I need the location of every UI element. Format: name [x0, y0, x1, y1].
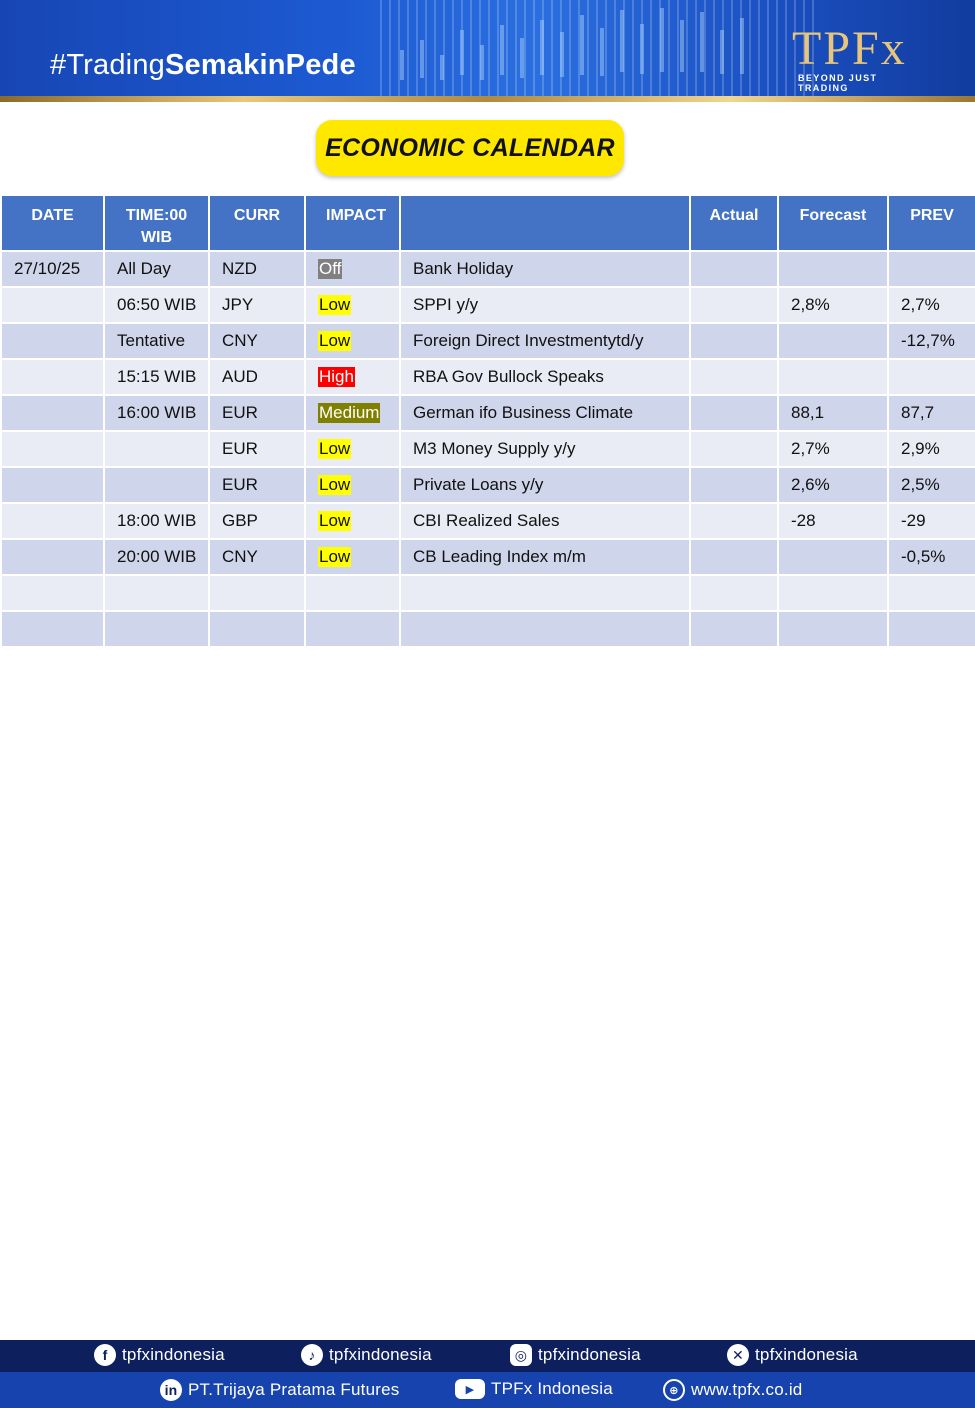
cell-impact — [305, 323, 400, 359]
tiktok-icon: ♪ — [301, 1344, 323, 1366]
facebook-icon: f — [94, 1344, 116, 1366]
cell-curr — [209, 611, 305, 647]
cell-curr: CNY — [209, 539, 305, 575]
footer-link-label: tpfxindonesia — [755, 1345, 858, 1364]
cell-prev: -29 — [888, 503, 975, 539]
table-row — [1, 359, 975, 395]
cell-prev: -0,5% — [888, 539, 975, 575]
cell-date — [1, 287, 104, 323]
cell-forecast: 2,7% — [778, 431, 888, 467]
tpfx-logo — [792, 22, 932, 93]
cell-date — [1, 359, 104, 395]
footer-link-youtube[interactable] — [455, 1379, 613, 1399]
table-row — [1, 323, 975, 359]
cell-date — [1, 323, 104, 359]
page-title: ECONOMIC CALENDAR — [325, 133, 615, 162]
cell-actual — [690, 467, 778, 503]
cell-impact — [305, 539, 400, 575]
column-header-time: TIME:00 WIB — [104, 195, 209, 251]
table-row — [1, 611, 975, 647]
cell-event — [400, 575, 690, 611]
cell-event: M3 Money Supply y/y — [400, 431, 690, 467]
cell-date — [1, 503, 104, 539]
cell-forecast: 2,8% — [778, 287, 888, 323]
cell-event: RBA Gov Bullock Speaks — [400, 359, 690, 395]
table-row — [1, 539, 975, 575]
cell-forecast: -28 — [778, 503, 888, 539]
economic-calendar-table — [0, 194, 975, 648]
footer-link-label: tpfxindonesia — [122, 1345, 225, 1364]
footer-link-tiktok[interactable] — [301, 1344, 432, 1366]
table-row — [1, 431, 975, 467]
cell-actual — [690, 539, 778, 575]
cell-event: Foreign Direct Investmentytd/y — [400, 323, 690, 359]
table-row — [1, 575, 975, 611]
impact-badge: Off — [319, 259, 342, 278]
title-badge — [316, 120, 624, 176]
cell-event — [400, 611, 690, 647]
cell-curr: JPY — [209, 287, 305, 323]
cell-actual — [690, 575, 778, 611]
cell-forecast: 2,6% — [778, 467, 888, 503]
header-banner — [0, 0, 975, 98]
cell-impact — [305, 467, 400, 503]
cell-time: Tentative — [104, 323, 209, 359]
cell-actual — [690, 431, 778, 467]
impact-badge: Low — [319, 295, 351, 314]
table-row — [1, 503, 975, 539]
logo-wordmark: TPFx — [792, 22, 907, 75]
impact-badge: Low — [319, 475, 351, 494]
logo-tagline: BEYOND JUST TRADING — [798, 73, 878, 93]
impact-badge: Low — [319, 439, 351, 458]
cell-time: All Day — [104, 251, 209, 287]
x-icon: ✕ — [727, 1344, 749, 1366]
cell-event: CBI Realized Sales — [400, 503, 690, 539]
cell-prev — [888, 611, 975, 647]
table-row — [1, 467, 975, 503]
cell-actual — [690, 251, 778, 287]
column-header-curr: CURR — [209, 195, 305, 251]
cell-forecast — [778, 251, 888, 287]
cell-actual — [690, 611, 778, 647]
cell-forecast — [778, 611, 888, 647]
table-row — [1, 251, 975, 287]
instagram-icon: ◎ — [510, 1344, 532, 1366]
cell-prev: 87,7 — [888, 395, 975, 431]
cell-date — [1, 539, 104, 575]
cell-event: German ifo Business Climate — [400, 395, 690, 431]
youtube-icon: ▶ — [455, 1379, 485, 1399]
cell-actual — [690, 287, 778, 323]
cell-curr: EUR — [209, 431, 305, 467]
cell-time: 20:00 WIB — [104, 539, 209, 575]
impact-badge: Low — [319, 511, 351, 530]
cell-time: 18:00 WIB — [104, 503, 209, 539]
cell-prev: 2,7% — [888, 287, 975, 323]
cell-curr: EUR — [209, 395, 305, 431]
cell-time: 15:15 WIB — [104, 359, 209, 395]
impact-badge: Low — [319, 547, 351, 566]
cell-date — [1, 431, 104, 467]
cell-impact — [305, 251, 400, 287]
cell-time — [104, 611, 209, 647]
table-row — [1, 287, 975, 323]
cell-impact — [305, 287, 400, 323]
cell-prev: 2,9% — [888, 431, 975, 467]
hashtag-slogan: #TradingSemakinPede — [50, 49, 356, 81]
footer-link-facebook[interactable] — [94, 1344, 225, 1366]
cell-impact — [305, 575, 400, 611]
footer-link-linkedin[interactable] — [160, 1379, 399, 1401]
cell-time — [104, 431, 209, 467]
cell-time — [104, 575, 209, 611]
footer-link-globe[interactable] — [663, 1379, 802, 1401]
column-header-event — [400, 195, 690, 251]
table-row — [1, 395, 975, 431]
cell-forecast — [778, 575, 888, 611]
cell-forecast: 88,1 — [778, 395, 888, 431]
cell-event: Bank Holiday — [400, 251, 690, 287]
cell-impact — [305, 503, 400, 539]
footer-link-label: TPFx Indonesia — [491, 1379, 613, 1398]
cell-impact — [305, 359, 400, 395]
cell-curr: EUR — [209, 467, 305, 503]
cell-curr: NZD — [209, 251, 305, 287]
cell-impact — [305, 395, 400, 431]
impact-badge: High — [319, 367, 354, 386]
footer-link-label: www.tpfx.co.id — [691, 1380, 803, 1399]
cell-date — [1, 575, 104, 611]
footer-contacts-bar — [0, 1372, 975, 1408]
footer-link-label: tpfxindonesia — [329, 1345, 432, 1364]
cell-prev — [888, 251, 975, 287]
linkedin-icon: in — [160, 1379, 182, 1401]
impact-badge: Medium — [319, 403, 380, 422]
cell-date — [1, 611, 104, 647]
cell-event: CB Leading Index m/m — [400, 539, 690, 575]
column-header-actual: Actual — [690, 195, 778, 251]
gold-divider — [0, 96, 975, 102]
cell-time: 16:00 WIB — [104, 395, 209, 431]
cell-prev — [888, 359, 975, 395]
cell-date: 27/10/25 — [1, 251, 104, 287]
cell-date — [1, 395, 104, 431]
cell-prev: -12,7% — [888, 323, 975, 359]
cell-actual — [690, 323, 778, 359]
footer-link-label: tpfxindonesia — [538, 1345, 641, 1364]
cell-impact — [305, 611, 400, 647]
cell-time: 06:50 WIB — [104, 287, 209, 323]
cell-actual — [690, 395, 778, 431]
cell-curr: CNY — [209, 323, 305, 359]
footer-link-instagram[interactable] — [510, 1344, 641, 1366]
globe-icon: ⊕ — [663, 1379, 685, 1401]
cell-event: SPPI y/y — [400, 287, 690, 323]
table-header-row — [1, 195, 975, 251]
impact-badge: Low — [319, 331, 351, 350]
cell-curr — [209, 575, 305, 611]
cell-curr: GBP — [209, 503, 305, 539]
column-header-forecast: Forecast — [778, 195, 888, 251]
footer-link-label: PT.Trijaya Pratama Futures — [188, 1380, 400, 1399]
cell-forecast — [778, 539, 888, 575]
footer-link-x[interactable] — [727, 1344, 858, 1366]
banner-candlestick-graphic — [380, 0, 820, 98]
cell-impact — [305, 431, 400, 467]
cell-forecast — [778, 323, 888, 359]
cell-prev — [888, 575, 975, 611]
column-header-date: DATE — [1, 195, 104, 251]
cell-prev: 2,5% — [888, 467, 975, 503]
cell-time — [104, 467, 209, 503]
cell-date — [1, 467, 104, 503]
cell-actual — [690, 503, 778, 539]
cell-forecast — [778, 359, 888, 395]
column-header-impact: IMPACT — [305, 195, 400, 251]
cell-actual — [690, 359, 778, 395]
table-body — [1, 251, 975, 647]
footer-socials-bar — [0, 1340, 975, 1372]
cell-event: Private Loans y/y — [400, 467, 690, 503]
cell-curr: AUD — [209, 359, 305, 395]
column-header-prev: PREV — [888, 195, 975, 251]
